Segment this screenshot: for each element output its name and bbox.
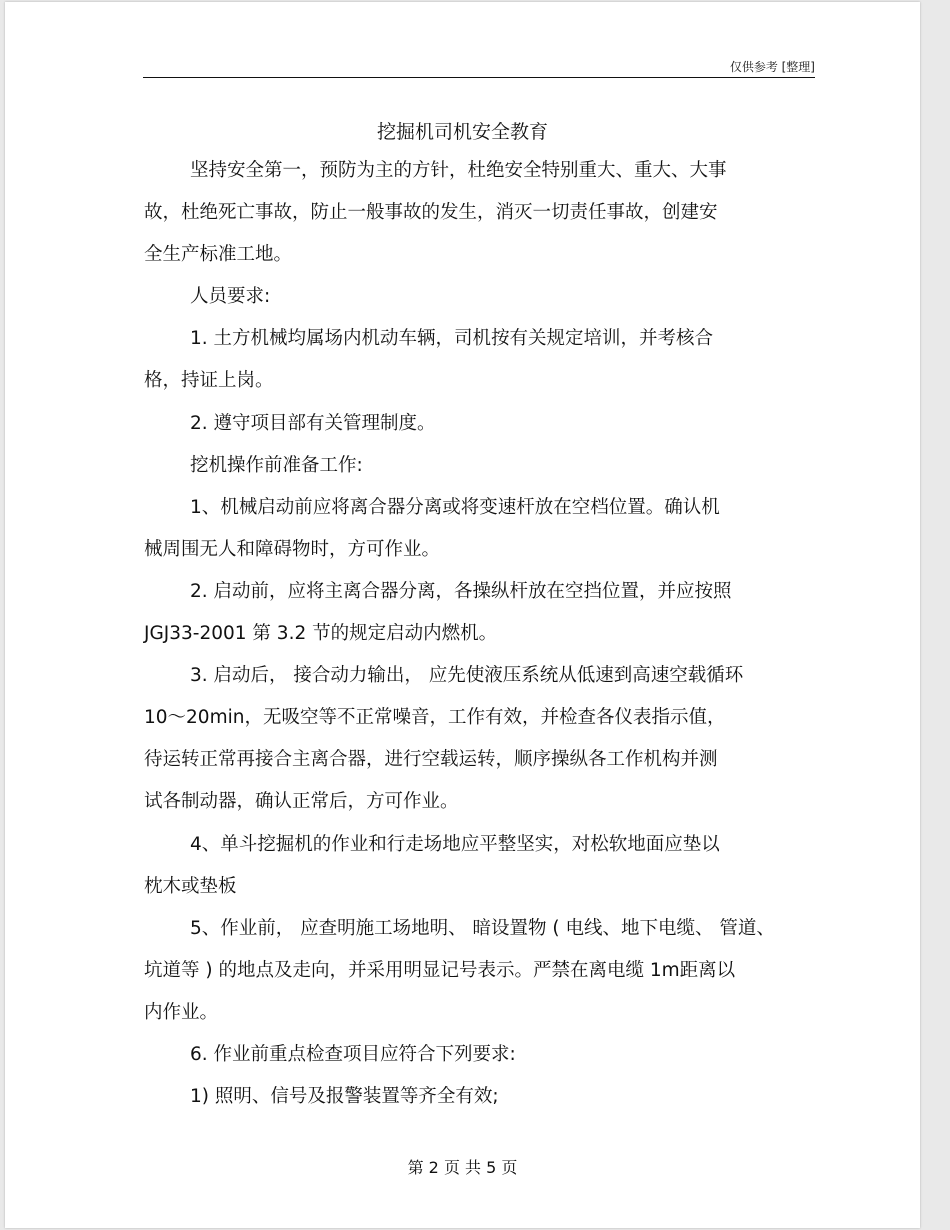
body-line: 坑道等 ) 的地点及走向，并采用明显记号表示。严禁在离电缆 1m距离以 — [144, 959, 736, 981]
body-line: 待运转正常再接合主离合器，进行空载运转，顺序操纵各工作机构并测 — [144, 749, 718, 771]
body-line: 3. 启动后， 接合动力输出， 应先使液压系统从低速到高速空载循环 — [190, 665, 744, 687]
body-line: 1) 照明、信号及报警装置等齐全有效; — [190, 1086, 499, 1108]
body-line: JGJ33-2001 第 3.2 节的规定启动内燃机。 — [144, 623, 498, 645]
page-header: 仅供参考 [整理] — [729, 60, 815, 74]
body-line: 1、机械启动前应将离合器分离或将变速杆放在空档位置。确认机 — [190, 496, 720, 518]
body-line: 人员要求: — [190, 286, 271, 308]
header-divider — [143, 77, 815, 78]
body-line: 2. 启动前，应将主离合器分离，各操纵杆放在空挡位置，并应按照 — [190, 580, 732, 602]
body-line: 5、作业前， 应查明施工场地明、 暗设置物 ( 电线、地下电缆、 管道、 — [190, 917, 775, 939]
body-line: 10～20min，无吸空等不正常噪音，工作有效，并检查各仪表指示值， — [144, 707, 726, 729]
body-line: 2. 遵守项目部有关管理制度。 — [190, 412, 436, 434]
document-body — [144, 150, 816, 1118]
body-line: 挖机操作前准备工作: — [190, 454, 363, 476]
body-line: 械周围无人和障碍物时，方可作业。 — [144, 538, 441, 560]
body-line: 4、单斗挖掘机的作业和行走场地应平整坚实，对松软地面应垫以 — [190, 833, 720, 855]
body-line: 全生产标准工地。 — [144, 244, 293, 266]
body-line: 6. 作业前重点检查项目应符合下列要求: — [190, 1043, 516, 1065]
body-line: 格，持证上岗。 — [144, 370, 274, 392]
body-line: 1. 土方机械均属场内机动车辆，司机按有关规定培训，并考核合 — [190, 328, 714, 350]
document-page — [5, 2, 920, 1228]
body-line: 试各制动器，确认正常后，方可作业。 — [144, 791, 459, 813]
document-title: 挖掘机司机安全教育 — [376, 121, 548, 143]
page-footer: 第 2 页 共 5 页 — [407, 1158, 518, 1177]
body-line: 故，杜绝死亡事故，防止一般事故的发生，消灭一切责任事故，创建安 — [144, 202, 718, 224]
body-line: 坚持安全第一，预防为主的方针，杜绝安全特别重大、重大、大事 — [190, 160, 727, 181]
body-line: 枕木或垫板 — [144, 875, 237, 897]
body-line: 内作业。 — [144, 1001, 219, 1023]
